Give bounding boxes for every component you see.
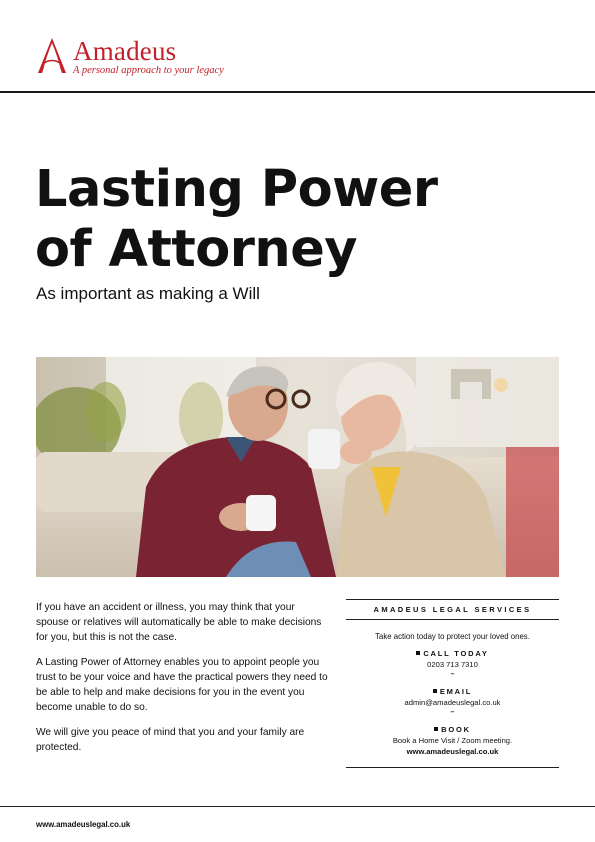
- email-heading: [346, 687, 559, 696]
- amadeus-logo-icon: [36, 37, 68, 75]
- phone-number[interactable]: 0203 713 7310: [427, 660, 478, 669]
- brand-logo: [36, 35, 236, 80]
- book-label: BOOK: [441, 725, 471, 734]
- square-bullet-icon: [416, 651, 420, 655]
- footer-website-link[interactable]: www.amadeuslegal.co.uk: [36, 820, 131, 829]
- email-address[interactable]: admin@amadeuslegal.co.uk: [404, 698, 501, 707]
- separator-dash: –: [450, 671, 455, 678]
- body-paragraph-1: If you have an accident or illness, you may think that your spouse or relatives will automatically be able to make decisions for you, but this is not the case.: [36, 602, 322, 643]
- brand-tagline: A personal approach to your legacy: [73, 65, 224, 76]
- services-heading: AMADEUS LEGAL SERVICES: [373, 605, 532, 614]
- services-box: [346, 599, 559, 768]
- email-label: EMAIL: [439, 687, 473, 696]
- call-label: CALL TODAY: [423, 649, 489, 658]
- page-title: [35, 160, 555, 280]
- couple-drinking-tea-photo: [36, 357, 559, 577]
- header-divider: [0, 91, 595, 93]
- body-copy: [36, 600, 328, 765]
- services-divider: [346, 619, 559, 620]
- footer-divider: [0, 806, 595, 807]
- book-text: Book a Home Visit / Zoom meeting.: [392, 736, 513, 745]
- services-intro: Take action today to protect your loved ones.: [375, 632, 530, 641]
- brand-name: Amadeus: [73, 36, 177, 66]
- square-bullet-icon: [433, 689, 437, 693]
- title-line-2: of Attorney: [35, 220, 358, 279]
- book-website-link[interactable]: www.amadeuslegal.co.uk: [406, 747, 499, 756]
- square-bullet-icon: [434, 727, 438, 731]
- separator-dash: –: [450, 709, 455, 716]
- title-line-1: Lasting Power: [35, 160, 438, 219]
- body-paragraph-3: We will give you peace of mind that you and your family are protected.: [36, 727, 305, 753]
- page-subtitle: As important as making a Will: [36, 284, 260, 303]
- book-heading: [346, 725, 559, 734]
- call-heading: [346, 649, 559, 658]
- body-paragraph-2: A Lasting Power of Attorney enables you to appoint people you trust to be your voice and have the practical powers they need to be able to help and make decisions for you in the event you become unable to do so.: [36, 657, 328, 713]
